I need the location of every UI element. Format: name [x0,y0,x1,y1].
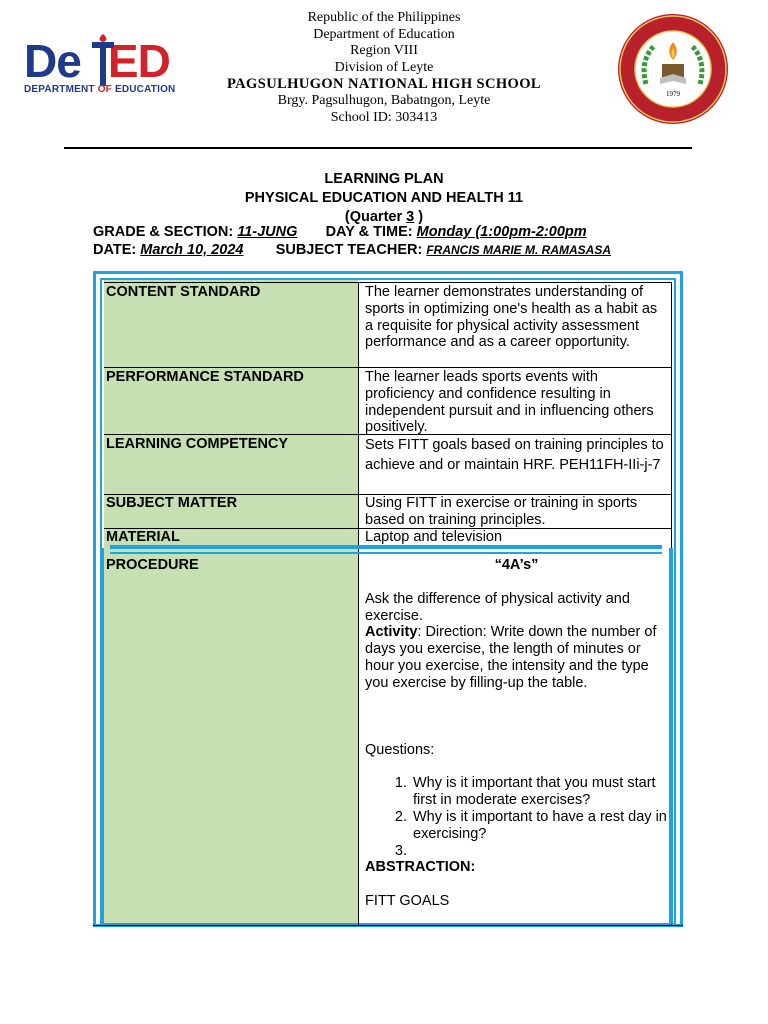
procedure-heading: “4A’s” [494,557,539,573]
row-text: Using FITT in exercise or training in sports based on training principles. [365,495,638,528]
question-item [411,843,668,860]
blue-side-line [100,548,104,924]
school-name: PAGSULHUGON NATIONAL HIGH SCHOOL [227,76,541,93]
row-divider [104,367,672,368]
deped-logo-subtitle: DEPARTMENT OF EDUCATION [24,84,176,95]
table-bottom-line [93,925,683,926]
fitt-goals: FITT GOALS [365,893,450,910]
letterhead-line: Division of Leyte [334,59,434,75]
date-label: DATE: [93,242,141,258]
date-teacher-line [93,242,611,258]
questions-label: Questions: [365,741,435,758]
letterhead-line: Region VIII [350,43,418,59]
plan-quarter: (Quarter 3 ) [344,209,424,225]
procedure-intro: Ask the difference of physical activity and exercise. [365,590,630,624]
row-text: Sets FITT goals based on training principles to achieve and or maintain HRF. PEH11FH-IIi-j-7 [365,437,664,473]
row-label: PROCEDURE [106,557,199,573]
day-label: DAY & TIME: [325,224,417,240]
grade-label: GRADE & SECTION: [93,224,238,240]
row-text: The learner demonstrates understanding of sports in optimizing one's health as a habit as a requisite for physical activity assessment performance and as a career opportunity. [365,284,658,351]
letterhead-line: Department of Education [313,26,455,42]
plan-subject: PHYSICAL EDUCATION AND HEALTH 11 [244,190,524,206]
header-divider [64,147,692,149]
row-divider [104,282,672,283]
blue-side-line [669,548,673,924]
grade-day-line [93,224,587,240]
abstraction-label: ABSTRACTION: [365,859,476,876]
row-label: SUBJECT MATTER [106,495,238,511]
procedure-content [365,557,668,910]
school-seal [616,12,730,126]
teacher-label: SUBJECT TEACHER: [275,242,427,258]
school-address: Brgy. Pagsulhugon, Babatngon, Leyte [277,92,491,108]
row-text: The learner leads sports events with proficiency and confidence resulting in independent pursuit and in influencing others positively. [365,369,654,436]
row-label: LEARNING COMPETENCY [106,436,289,452]
plan-title: LEARNING PLAN [324,171,444,187]
row-label: CONTENT STANDARD [106,284,261,300]
procedure-activity: Activity: Direction: Write down the number of days you exercise, the length of minutes or hour you exercise, the intensity and the type you exercise by filling-up the table. [365,624,657,691]
date-value: March 10, 2024 [140,242,244,258]
teacher-value: FRANCIS MARIE M. RAMASASA [426,243,612,257]
grade-value: 11-JUNG [237,224,298,240]
row-label: PERFORMANCE STANDARD [106,369,304,385]
question-item: 2. Why is it important to have a rest day in exercising? [411,809,668,843]
school-id: School ID: 303413 [330,109,438,125]
svg-text:1979: 1979 [666,90,680,98]
row-label: MATERIAL [106,529,180,545]
torch-icon [86,34,120,90]
deped-logo [20,20,202,100]
column-divider [358,282,359,925]
deped-logo-wordmark: De ED [24,35,170,87]
blue-band [110,552,662,554]
letterhead [200,10,568,126]
question-item: 1. Why is it important that you must start first in moderate exercises? [411,775,668,809]
day-value: Monday (1:00pm-2:00pm [416,224,587,240]
plan-titles [0,170,768,227]
letterhead-line: Republic of the Philippines [307,10,461,25]
questions-list [365,775,668,859]
row-text: Laptop and television [365,529,503,545]
